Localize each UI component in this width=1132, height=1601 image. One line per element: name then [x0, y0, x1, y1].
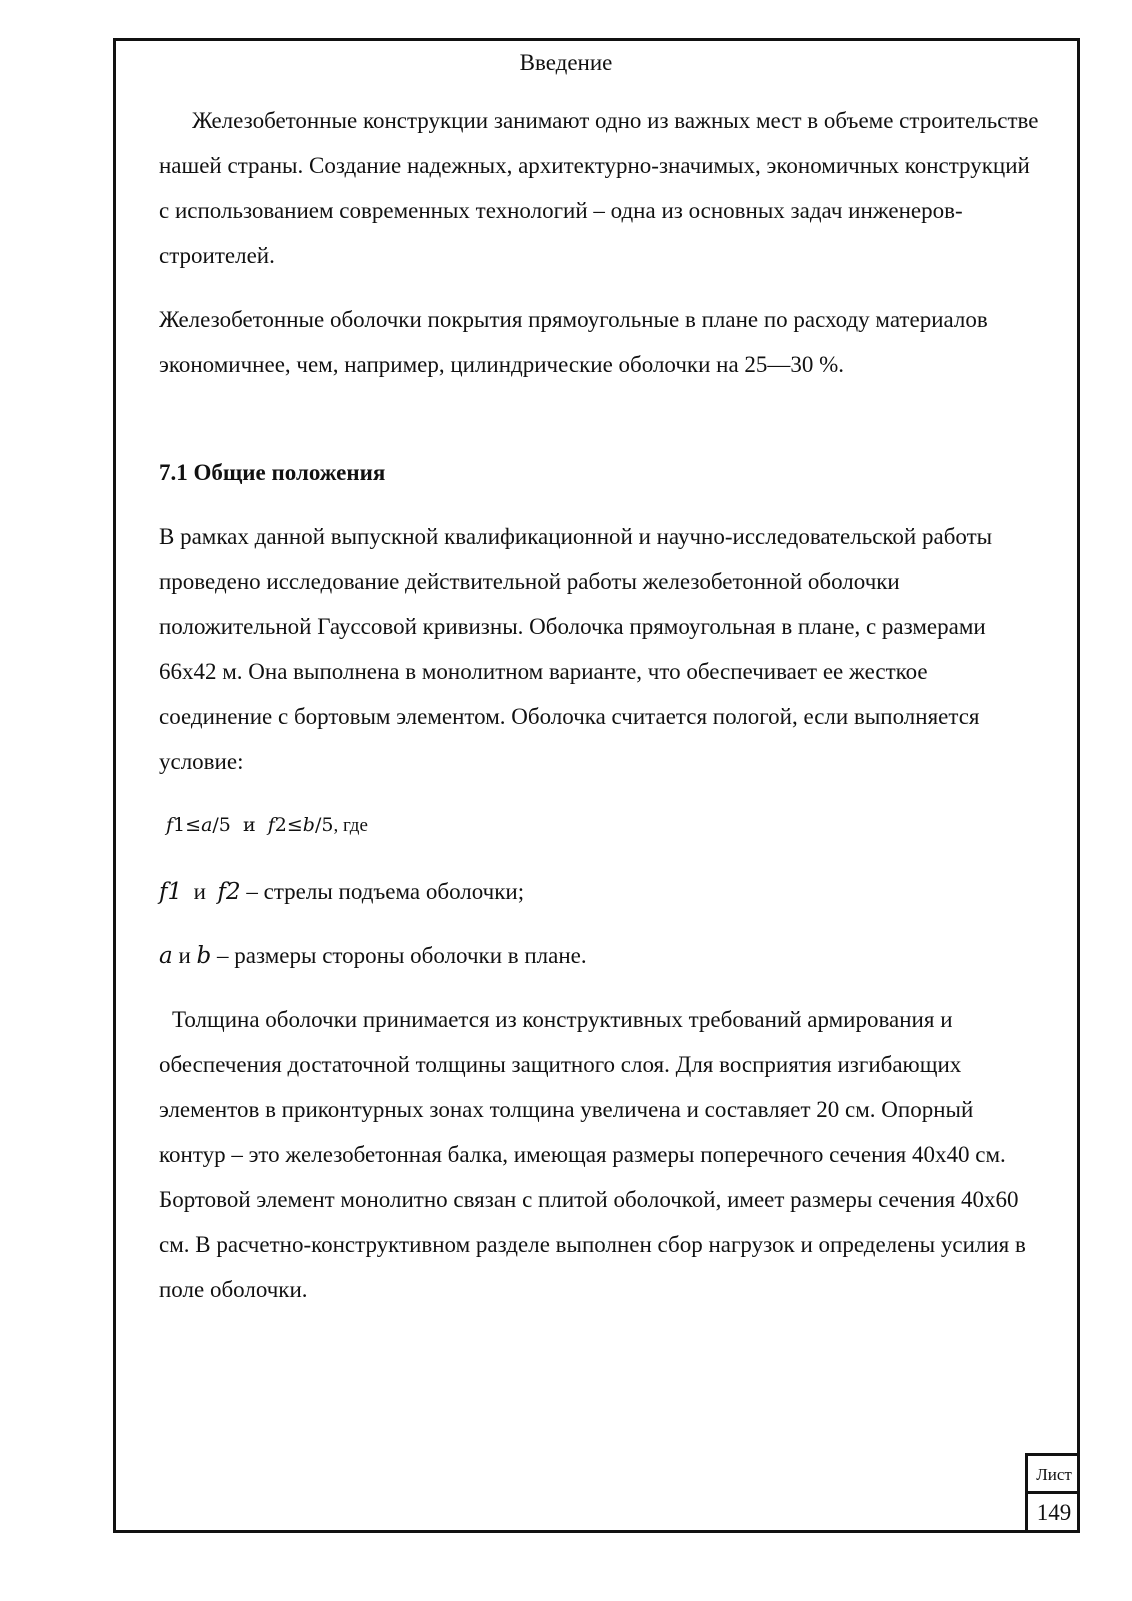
definition-f1-f2 — [159, 877, 524, 907]
sheet-number: 149 — [1025, 1491, 1080, 1533]
formula-tail: , где — [333, 815, 368, 836]
definition-text: – стрелы подъема оболочки; — [240, 879, 525, 904]
formula-a: a — [201, 814, 213, 836]
shallowness-condition-formula — [166, 810, 368, 841]
formula-b: b — [302, 814, 315, 836]
formula-part: /5 — [314, 814, 334, 836]
section-paragraph-1: В рамках данной выпускной квалификационной и научно-исследовательской работы проведено исследование действительной работы железобетонной оболочки положительной Гауссовой кривизны. Оболочка прямоугольная в плане, с размерами 66х42 м. Она выполнена в монолитном варианте, что обеспечивает ее жесткое соединение с бортовым элементом. Оболочка считается пологой, если выполняется условие: — [159, 524, 993, 774]
formula-f2: f — [267, 814, 275, 836]
definition-text: – размеры стороны оболочки в плане. — [211, 943, 587, 968]
page-title: Введение — [519, 50, 613, 75]
formula-part: 1≤ — [173, 814, 202, 836]
formula-part: 2≤ — [274, 814, 303, 836]
section-paragraph-2: Толщина оболочки принимается из конструктивных требований армирования и обеспечения достаточной толщины защитного слоя. Для восприятия изгибающих элементов в приконтурных зонах толщина увеличена и составляет 20 см. Опорный контур – это железобетонная балка, имеющая размеры поперечного сечения 40х40 см. Бортовой элемент монолитно связан с плитой оболочкой, имеет размеры сечения 40х60 см. В расчетно-конструктивном разделе выполнен сбор нагрузок и определены усилия в поле оболочки. — [159, 1007, 1026, 1302]
definition-joiner: и — [182, 879, 218, 904]
intro-paragraph-2: Железобетонные оболочки покрытия прямоугольные в плане по расходу материалов экономичнее, чем, например, цилиндрические оболочки на 25—30 %. — [159, 307, 988, 377]
section-heading: 7.1 Общие положения — [159, 460, 386, 485]
symbol-a: a — [159, 943, 173, 969]
definition-a-b — [159, 941, 587, 971]
formula-f1: f — [166, 814, 174, 836]
symbol-f2: f2 — [217, 879, 241, 905]
formula-part: /5 и — [212, 814, 268, 836]
symbol-f1: f1 — [159, 879, 183, 905]
symbol-b: b — [196, 943, 212, 969]
sheet-label: Лист — [1025, 1453, 1080, 1491]
definition-joiner: и — [172, 943, 197, 968]
intro-paragraph-1: Железобетонные конструкции занимают одно из важных мест в объеме строительстве нашей страны. Создание надежных, архитектурно-значимых, экономичных конструкций с использованием современных технологий – одна из основных задач инженеров-строителей. — [159, 108, 1039, 268]
